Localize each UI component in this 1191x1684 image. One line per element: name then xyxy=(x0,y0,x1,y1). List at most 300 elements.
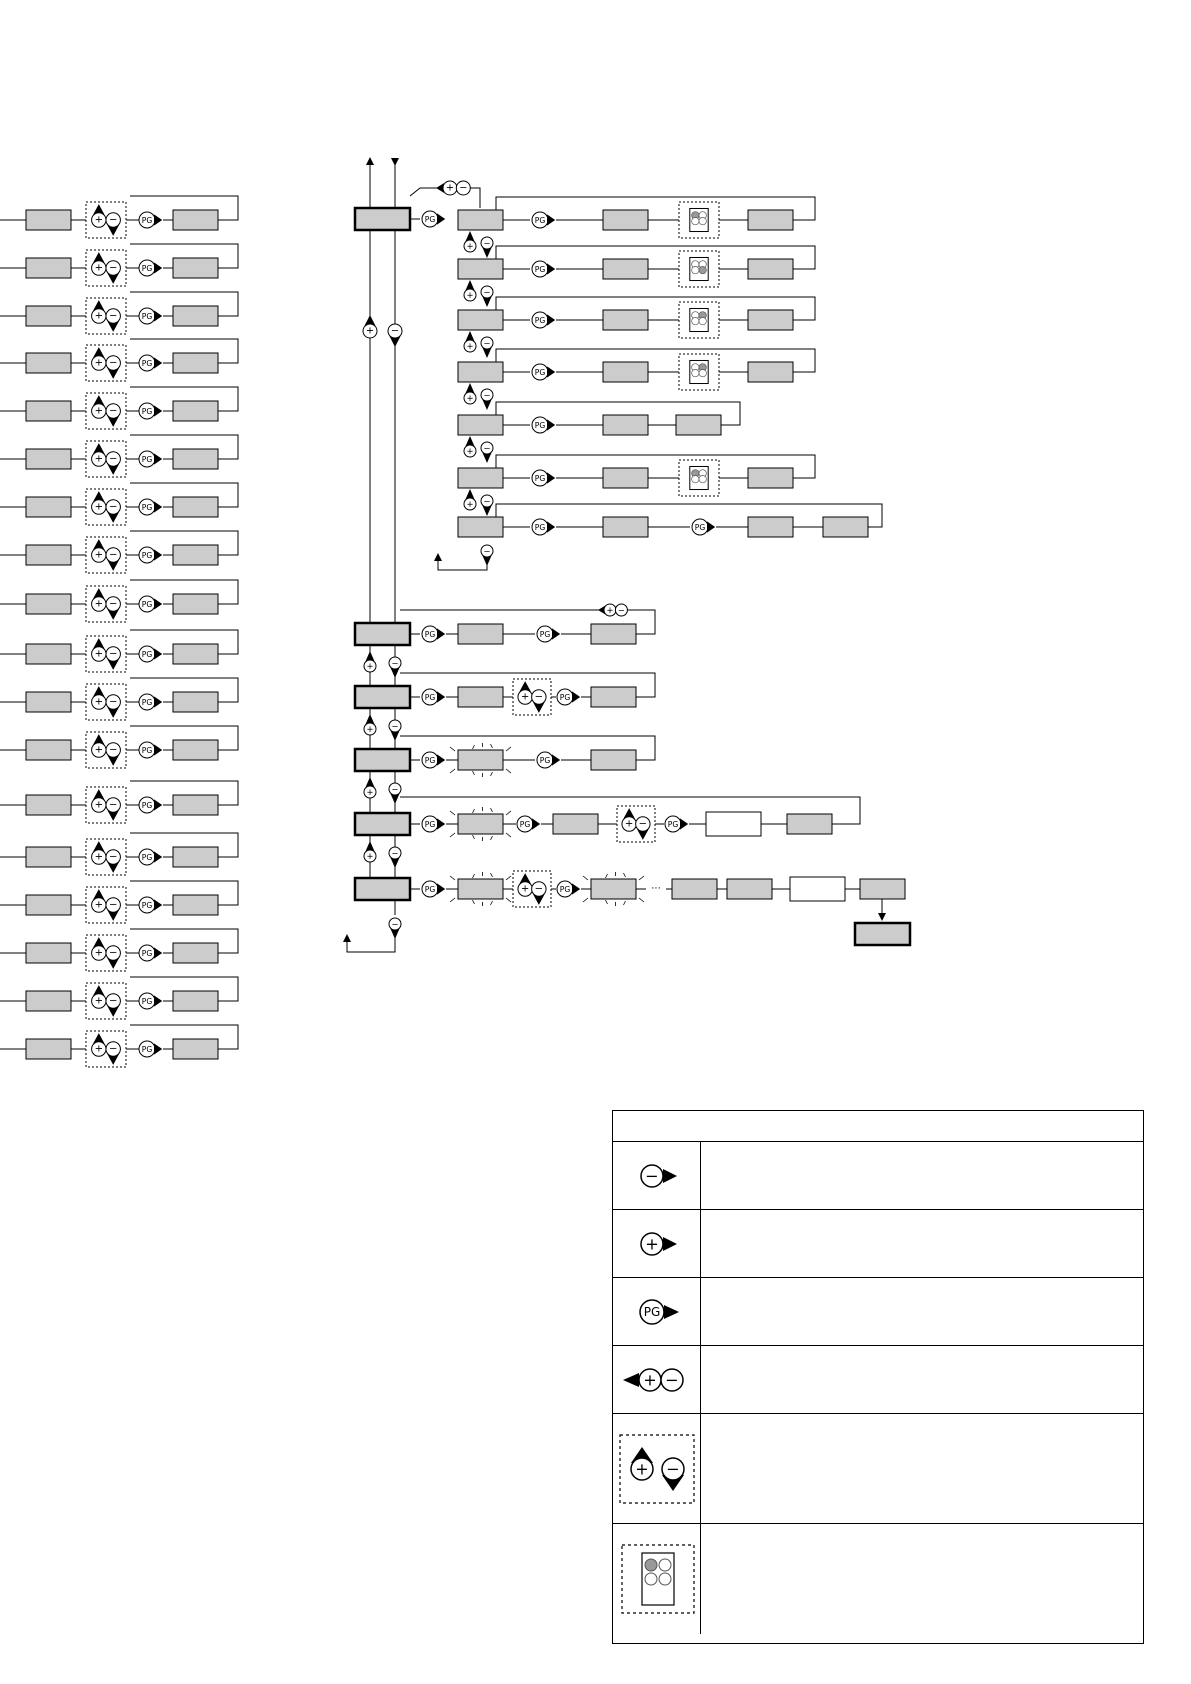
display-box xyxy=(748,517,793,537)
plus-label: + xyxy=(466,341,474,351)
upper-menu xyxy=(355,181,882,570)
arrow-head xyxy=(434,553,442,561)
pg-button-icon xyxy=(139,897,162,913)
plus-minus-selector-icon xyxy=(86,887,126,923)
display-box xyxy=(748,468,793,488)
left-menu-row xyxy=(0,435,238,477)
legend-row xyxy=(613,1142,1143,1210)
led-indicator-icon xyxy=(679,302,719,338)
legend-icon-cell xyxy=(613,1210,701,1277)
display-box xyxy=(603,517,648,537)
display-box xyxy=(26,1039,71,1059)
plus-up-button-icon xyxy=(464,489,476,510)
legend-icon-cell xyxy=(613,1414,701,1523)
pg-button-icon xyxy=(139,260,162,276)
legend-description xyxy=(701,1414,1143,1523)
plus-label: + xyxy=(624,818,634,830)
pg-button-icon xyxy=(532,261,555,277)
left-menu-row xyxy=(0,244,238,286)
pg-button-icon xyxy=(692,519,715,535)
display-box xyxy=(173,449,218,469)
minus-down-button-icon xyxy=(481,337,493,358)
left-menu-row xyxy=(0,196,238,238)
display-box xyxy=(173,353,218,373)
plus-minus-together-icon xyxy=(436,181,470,195)
pg-button-icon xyxy=(139,849,162,865)
minus-label: − xyxy=(664,1370,679,1389)
minus-label: − xyxy=(108,995,118,1007)
lower-menu-row xyxy=(355,871,910,945)
plus-up-button-icon xyxy=(464,436,476,457)
pg-button-icon xyxy=(139,596,162,612)
display-box xyxy=(458,879,503,899)
pg-button-icon xyxy=(532,212,555,228)
upper-exit-loop xyxy=(434,545,493,570)
plus-minus-selector-icon xyxy=(86,983,126,1019)
pg-button-icon xyxy=(557,689,580,705)
display-box xyxy=(173,497,218,517)
pg-button-icon xyxy=(537,752,560,768)
plus-label: + xyxy=(94,262,104,274)
minus-label: − xyxy=(108,405,118,417)
plus-label: + xyxy=(366,661,374,671)
blinking-display-box xyxy=(583,872,644,906)
final-display-box xyxy=(855,923,910,945)
plus-label: + xyxy=(520,883,530,895)
minus-label: − xyxy=(108,262,118,274)
plus-minus-together-icon xyxy=(617,1360,697,1400)
plus-label: + xyxy=(94,549,104,561)
left-menu-row xyxy=(0,292,238,334)
plus-label: + xyxy=(94,696,104,708)
pg-label: PG xyxy=(141,698,153,707)
minus-label: − xyxy=(108,357,118,369)
minus-label: − xyxy=(108,947,118,959)
display-box xyxy=(26,847,71,867)
minus-label: − xyxy=(391,848,399,858)
plus-minus-selector-icon xyxy=(617,806,655,842)
plus-up-button-icon xyxy=(464,383,476,404)
pg-label: PG xyxy=(141,901,153,910)
plus-label: + xyxy=(94,744,104,756)
left-menu-row xyxy=(0,483,238,525)
minus-label: − xyxy=(644,1166,659,1185)
plus-minus-selector-icon xyxy=(86,537,126,573)
plus-minus-together-icon xyxy=(598,604,627,616)
plus-label: + xyxy=(94,899,104,911)
left-menu-column xyxy=(0,196,238,1067)
display-box xyxy=(173,644,218,664)
pg-label: PG xyxy=(141,503,153,512)
pg-button-icon xyxy=(517,816,540,832)
display-box xyxy=(458,687,503,707)
minus-down-button-icon xyxy=(389,657,401,678)
display-box xyxy=(787,814,832,834)
pg-label: PG xyxy=(141,949,153,958)
plus-label: + xyxy=(520,691,530,703)
display-box xyxy=(26,545,71,565)
pg-button-icon xyxy=(532,417,555,433)
left-menu-row xyxy=(0,929,238,971)
pg-label: PG xyxy=(539,756,551,765)
upper-menu-row xyxy=(458,504,882,537)
plus-minus-selector-icon xyxy=(86,636,126,672)
pg-label: PG xyxy=(643,1304,660,1319)
display-box xyxy=(173,545,218,565)
minus-label: − xyxy=(459,182,468,194)
pg-button-icon xyxy=(139,646,162,662)
pg-label: PG xyxy=(519,820,531,829)
left-menu-row xyxy=(0,977,238,1019)
plus-label: + xyxy=(94,648,104,660)
minus-down-button-icon xyxy=(481,442,493,463)
display-box xyxy=(173,1039,218,1059)
plus-minus-selector-icon xyxy=(86,441,126,477)
plus-label: + xyxy=(634,1459,649,1478)
display-box xyxy=(748,310,793,330)
legend-row xyxy=(613,1278,1143,1346)
pg-button-icon xyxy=(139,212,162,228)
display-box xyxy=(591,687,636,707)
minus-label: − xyxy=(483,238,491,248)
minus-label: − xyxy=(108,899,118,911)
blank-display-box xyxy=(790,877,845,901)
main-display-box xyxy=(355,749,410,771)
minus-label: − xyxy=(108,214,118,226)
pg-button-icon xyxy=(532,519,555,535)
plus-up-button-icon xyxy=(464,280,476,301)
minus-label: − xyxy=(391,784,399,794)
upper-menu-row xyxy=(458,349,815,410)
minus-down-button-icon xyxy=(389,847,401,868)
legend-description xyxy=(701,1524,1143,1634)
pg-button-icon xyxy=(139,694,162,710)
minus-label: − xyxy=(483,496,491,506)
left-menu-row xyxy=(0,387,238,429)
pg-label: PG xyxy=(141,312,153,321)
arrow-head xyxy=(366,157,374,165)
led-indicator-icon xyxy=(679,460,719,496)
led-indicator-icon xyxy=(679,251,719,287)
pg-button-icon xyxy=(532,470,555,486)
minus-label: − xyxy=(108,696,118,708)
plus-minus-selector-icon xyxy=(86,684,126,720)
minus-label: − xyxy=(108,799,118,811)
blinking-display-box xyxy=(450,807,511,841)
legend-row xyxy=(613,1210,1143,1278)
left-menu-row xyxy=(0,833,238,875)
display-box xyxy=(26,740,71,760)
pg-label: PG xyxy=(534,316,546,325)
display-box xyxy=(676,415,721,435)
pg-button-icon xyxy=(139,403,162,419)
minus-down-button-icon xyxy=(481,495,493,516)
pg-label: PG xyxy=(141,650,153,659)
pg-button-icon xyxy=(557,881,580,897)
display-box xyxy=(458,210,503,230)
minus-label: − xyxy=(108,310,118,322)
plus-minus-selector-icon xyxy=(86,298,126,334)
plus-minus-selector-icon xyxy=(86,586,126,622)
led-indicator-icon xyxy=(679,202,719,238)
display-box xyxy=(173,943,218,963)
pg-button-icon xyxy=(422,816,445,832)
legend-header xyxy=(613,1111,1143,1142)
exit-line xyxy=(438,558,487,570)
left-menu-row xyxy=(0,781,238,823)
plus-up-button-icon xyxy=(364,714,376,735)
minus-label: − xyxy=(483,546,491,556)
plus-label: + xyxy=(642,1370,657,1389)
display-box xyxy=(591,750,636,770)
plus-minus-selector-icon xyxy=(617,1429,697,1509)
plus-minus-selector-icon xyxy=(513,679,551,715)
minus-label: − xyxy=(665,1459,680,1478)
pg-label: PG xyxy=(141,264,153,273)
minus-button-arrow-icon xyxy=(617,1156,697,1196)
plus-label: + xyxy=(445,182,455,194)
minus-down-button-icon xyxy=(389,783,401,804)
plus-label: + xyxy=(94,995,104,1007)
led-indicator-icon xyxy=(617,1539,697,1619)
pg-button-icon xyxy=(139,308,162,324)
plus-label: + xyxy=(94,501,104,513)
plus-label: + xyxy=(466,241,474,251)
legend-row xyxy=(613,1414,1143,1524)
legend-rows xyxy=(613,1142,1143,1634)
exit-line xyxy=(347,934,395,952)
minus-label: − xyxy=(108,453,118,465)
display-box xyxy=(591,879,636,899)
pg-label: PG xyxy=(424,693,436,702)
display-box xyxy=(603,468,648,488)
pg-label: PG xyxy=(424,885,436,894)
pg-label: PG xyxy=(534,265,546,274)
main-display-box xyxy=(355,813,410,835)
upper-menu-row xyxy=(458,246,815,307)
plus-up-button-icon xyxy=(364,651,376,672)
minus-label: − xyxy=(617,605,625,615)
pg-label: PG xyxy=(424,630,436,639)
pg-button-icon xyxy=(532,312,555,328)
pg-label: PG xyxy=(694,523,706,532)
plus-minus-selector-icon xyxy=(86,345,126,381)
display-box xyxy=(591,624,636,644)
plus-label: + xyxy=(94,1043,104,1055)
pg-button-icon xyxy=(139,797,162,813)
display-box xyxy=(458,624,503,644)
display-box xyxy=(26,991,71,1011)
lower-menu-row xyxy=(355,797,860,878)
plus-minus-selector-icon xyxy=(86,839,126,875)
plus-label: + xyxy=(644,1234,659,1253)
main-display-box xyxy=(355,686,410,708)
left-menu-row xyxy=(0,339,238,381)
minus-label: − xyxy=(108,501,118,513)
plus-minus-selector-icon xyxy=(86,489,126,525)
pg-button-icon xyxy=(532,364,555,380)
legend-description xyxy=(701,1346,1143,1413)
pg-button-icon xyxy=(139,355,162,371)
pg-button-icon xyxy=(422,881,445,897)
plus-label: + xyxy=(94,851,104,863)
pg-label: PG xyxy=(141,853,153,862)
plus-minus-selector-icon xyxy=(513,871,551,907)
arrow-head xyxy=(391,158,399,166)
plus-minus-selector-icon xyxy=(86,732,126,768)
display-box xyxy=(458,415,503,435)
display-box xyxy=(748,362,793,382)
plus-label: + xyxy=(94,453,104,465)
display-box xyxy=(173,258,218,278)
minus-label: − xyxy=(108,1043,118,1055)
pg-label: PG xyxy=(141,216,153,225)
minus-label: − xyxy=(108,598,118,610)
display-box xyxy=(26,258,71,278)
pg-button-icon xyxy=(139,945,162,961)
plus-label: + xyxy=(94,214,104,226)
upper-menu-row xyxy=(458,402,740,463)
pg-button-icon xyxy=(139,1041,162,1057)
display-box xyxy=(26,353,71,373)
minus-label: − xyxy=(483,287,491,297)
pg-label: PG xyxy=(534,523,546,532)
left-menu-row xyxy=(0,726,238,768)
left-menu-row xyxy=(0,678,238,720)
pg-label: PG xyxy=(141,746,153,755)
display-box xyxy=(553,814,598,834)
legend-description xyxy=(701,1210,1143,1277)
display-box xyxy=(26,497,71,517)
main-display-box xyxy=(355,878,410,900)
plus-minus-selector-icon xyxy=(86,1031,126,1067)
pg-label: PG xyxy=(534,474,546,483)
display-box xyxy=(860,879,905,899)
legend-icon-cell xyxy=(613,1142,701,1209)
display-box xyxy=(26,594,71,614)
plus-label: + xyxy=(94,799,104,811)
minus-label: − xyxy=(534,883,544,895)
display-box xyxy=(173,306,218,326)
pg-button-icon xyxy=(422,626,445,642)
blinking-display-box xyxy=(450,743,511,777)
plus-up-button-icon xyxy=(363,315,377,338)
pg-label: PG xyxy=(141,455,153,464)
minus-label: − xyxy=(108,744,118,756)
pg-label: PG xyxy=(559,693,571,702)
display-box xyxy=(603,310,648,330)
plus-label: + xyxy=(366,724,374,734)
display-box xyxy=(458,259,503,279)
ellipsis-text: ··· xyxy=(651,883,661,895)
left-menu-row xyxy=(0,1025,238,1067)
display-box xyxy=(173,847,218,867)
blank-display-box xyxy=(706,812,761,836)
pg-button-icon xyxy=(422,689,445,705)
pg-label: PG xyxy=(667,820,679,829)
pg-label: PG xyxy=(539,630,551,639)
blinking-display-box xyxy=(450,872,511,906)
pg-button-icon xyxy=(422,752,445,768)
display-box xyxy=(26,449,71,469)
upper-menu-row xyxy=(458,455,815,516)
pg-label: PG xyxy=(141,359,153,368)
minus-label: − xyxy=(391,919,399,929)
plus-label: + xyxy=(94,310,104,322)
lower-menu-row xyxy=(355,736,655,813)
minus-down-button-icon xyxy=(481,237,493,258)
left-menu-row xyxy=(0,630,238,672)
plus-label: + xyxy=(94,405,104,417)
minus-down-button-icon xyxy=(481,389,493,410)
pg-label: PG xyxy=(141,600,153,609)
arrow-head xyxy=(878,913,886,921)
pg-label: PG xyxy=(534,216,546,225)
pg-label: PG xyxy=(141,801,153,810)
plus-up-button-icon xyxy=(364,841,376,862)
display-box xyxy=(26,895,71,915)
display-box xyxy=(603,259,648,279)
display-box xyxy=(26,401,71,421)
pg-label: PG xyxy=(424,215,436,224)
display-box xyxy=(173,210,218,230)
display-box xyxy=(26,692,71,712)
plus-minus-selector-icon xyxy=(86,202,126,238)
plus-label: + xyxy=(366,851,374,861)
display-box xyxy=(26,795,71,815)
main-display-box xyxy=(355,208,410,230)
minus-label: − xyxy=(483,338,491,348)
plus-label: + xyxy=(94,598,104,610)
display-box xyxy=(26,943,71,963)
lower-menu-row xyxy=(355,673,655,749)
minus-label: − xyxy=(391,658,399,668)
minus-label: − xyxy=(390,325,400,337)
pg-label: PG xyxy=(141,551,153,560)
pg-label: PG xyxy=(559,885,571,894)
arrow-head xyxy=(343,934,351,942)
plus-label: + xyxy=(466,446,474,456)
minus-label: − xyxy=(108,851,118,863)
pg-button-icon xyxy=(139,451,162,467)
lower-exit-loop xyxy=(343,900,401,952)
display-box xyxy=(458,468,503,488)
plus-label: + xyxy=(606,605,614,615)
minus-label: − xyxy=(108,549,118,561)
lower-menu-row xyxy=(355,604,655,686)
minus-label: − xyxy=(108,648,118,660)
minus-label: − xyxy=(483,443,491,453)
plus-button-arrow-icon xyxy=(617,1224,697,1264)
display-box xyxy=(748,210,793,230)
display-box xyxy=(173,795,218,815)
pg-button-icon xyxy=(139,993,162,1009)
minus-down-button-icon xyxy=(388,324,402,347)
plus-label: + xyxy=(466,290,474,300)
display-box xyxy=(173,895,218,915)
minus-down-button-icon xyxy=(389,720,401,741)
minus-label: − xyxy=(534,691,544,703)
plus-minus-selector-icon xyxy=(86,787,126,823)
plus-minus-selector-icon xyxy=(86,935,126,971)
pg-label: PG xyxy=(141,1045,153,1054)
legend-row xyxy=(613,1346,1143,1414)
plus-minus-selector-icon xyxy=(86,393,126,429)
display-box xyxy=(26,644,71,664)
pg-label: PG xyxy=(424,756,436,765)
pg-label: PG xyxy=(141,407,153,416)
pg-label: PG xyxy=(424,820,436,829)
